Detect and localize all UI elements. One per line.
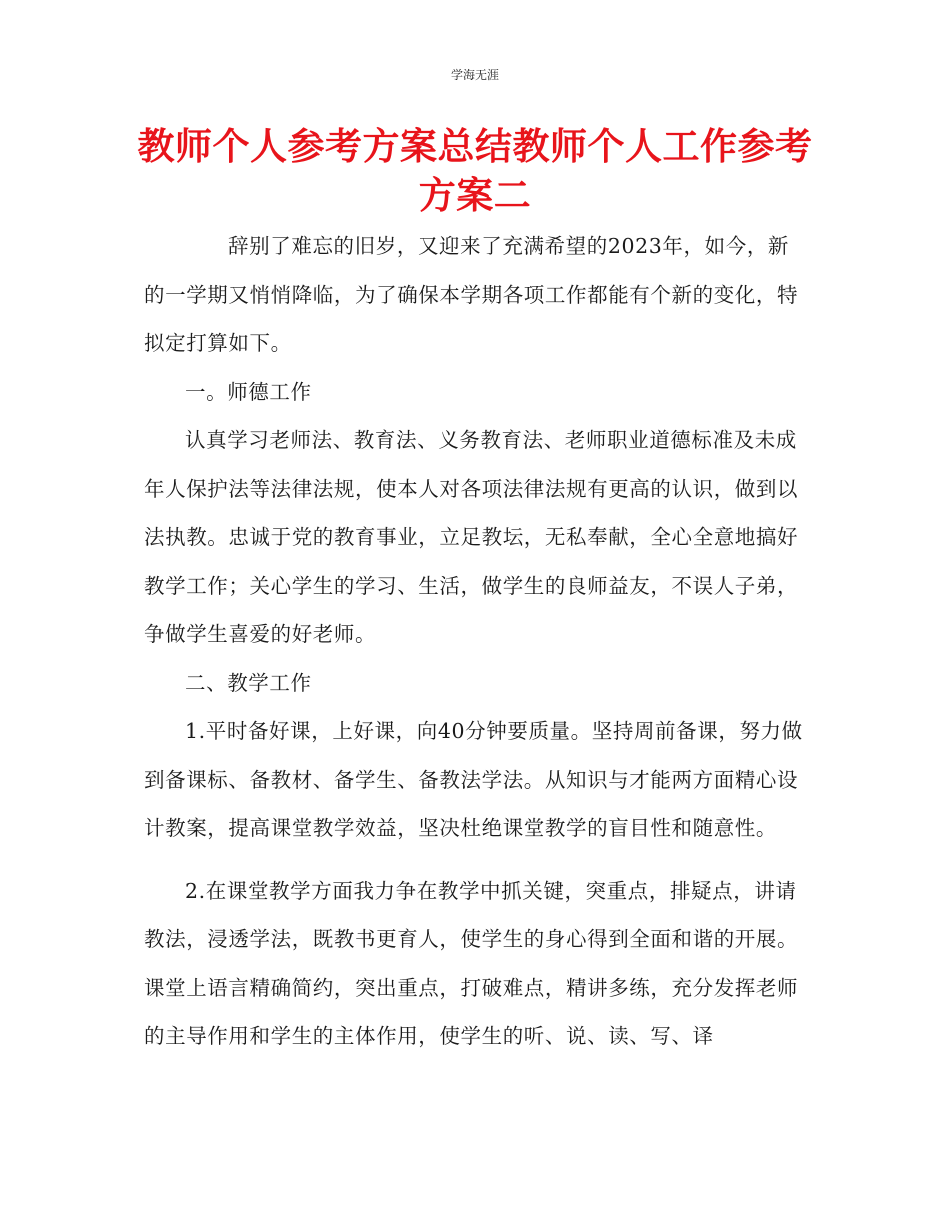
- page-header: 学海无涯: [450, 68, 499, 82]
- section-heading-teaching: 二、教学工作: [185, 670, 312, 695]
- document-body: [144, 222, 810, 1061]
- teaching-paragraph-1: 1.平时备好课，上好课，向40分钟要质量。坚持周前备课，努力做到备课标、备教材、备学生、备教法学法。从知识与才能两方面精心设计教案，提高课堂教学效益，坚决杜绝课堂教学的盲目性和随意性。: [144, 719, 803, 840]
- teaching-paragraph-2: 2.在课堂教学方面我力争在教学中抓关键，突重点，排疑点，讲请教法，浸透学法，既教书更育人，使学生的身心得到全面和谐的开展。课堂上语言精确简约，突出重点，打破难点，精讲多练，充分发挥老师的主导作用和学生的主体作用，使学生的听、说、读、写、译: [144, 878, 799, 1048]
- section-heading-ethics: 一。师德工作: [185, 379, 312, 404]
- intro-paragraph: 辞别了难忘的旧岁，又迎来了充满希望的2023年，如今，新的一学期又悄悄降临，为了确保本学期各项工作都能有个新的变化，特拟定打算如下。: [144, 234, 799, 355]
- ethics-paragraph: 认真学习老师法、教育法、义务教育法、老师职业道德标准及未成年人保护法等法律法规，使本人对各项法律法规有更高的认识，做到以法执教。忠诚于党的教育事业，立足教坛，无私奉献，全心全意地搞好教学工作；关心学生的学习、生活，做学生的良师益友，不误人子弟，争做学生喜爱的好老师。: [144, 428, 799, 646]
- document-title: 教师个人参考方案总结教师个人工作参考方案二: [137, 125, 813, 217]
